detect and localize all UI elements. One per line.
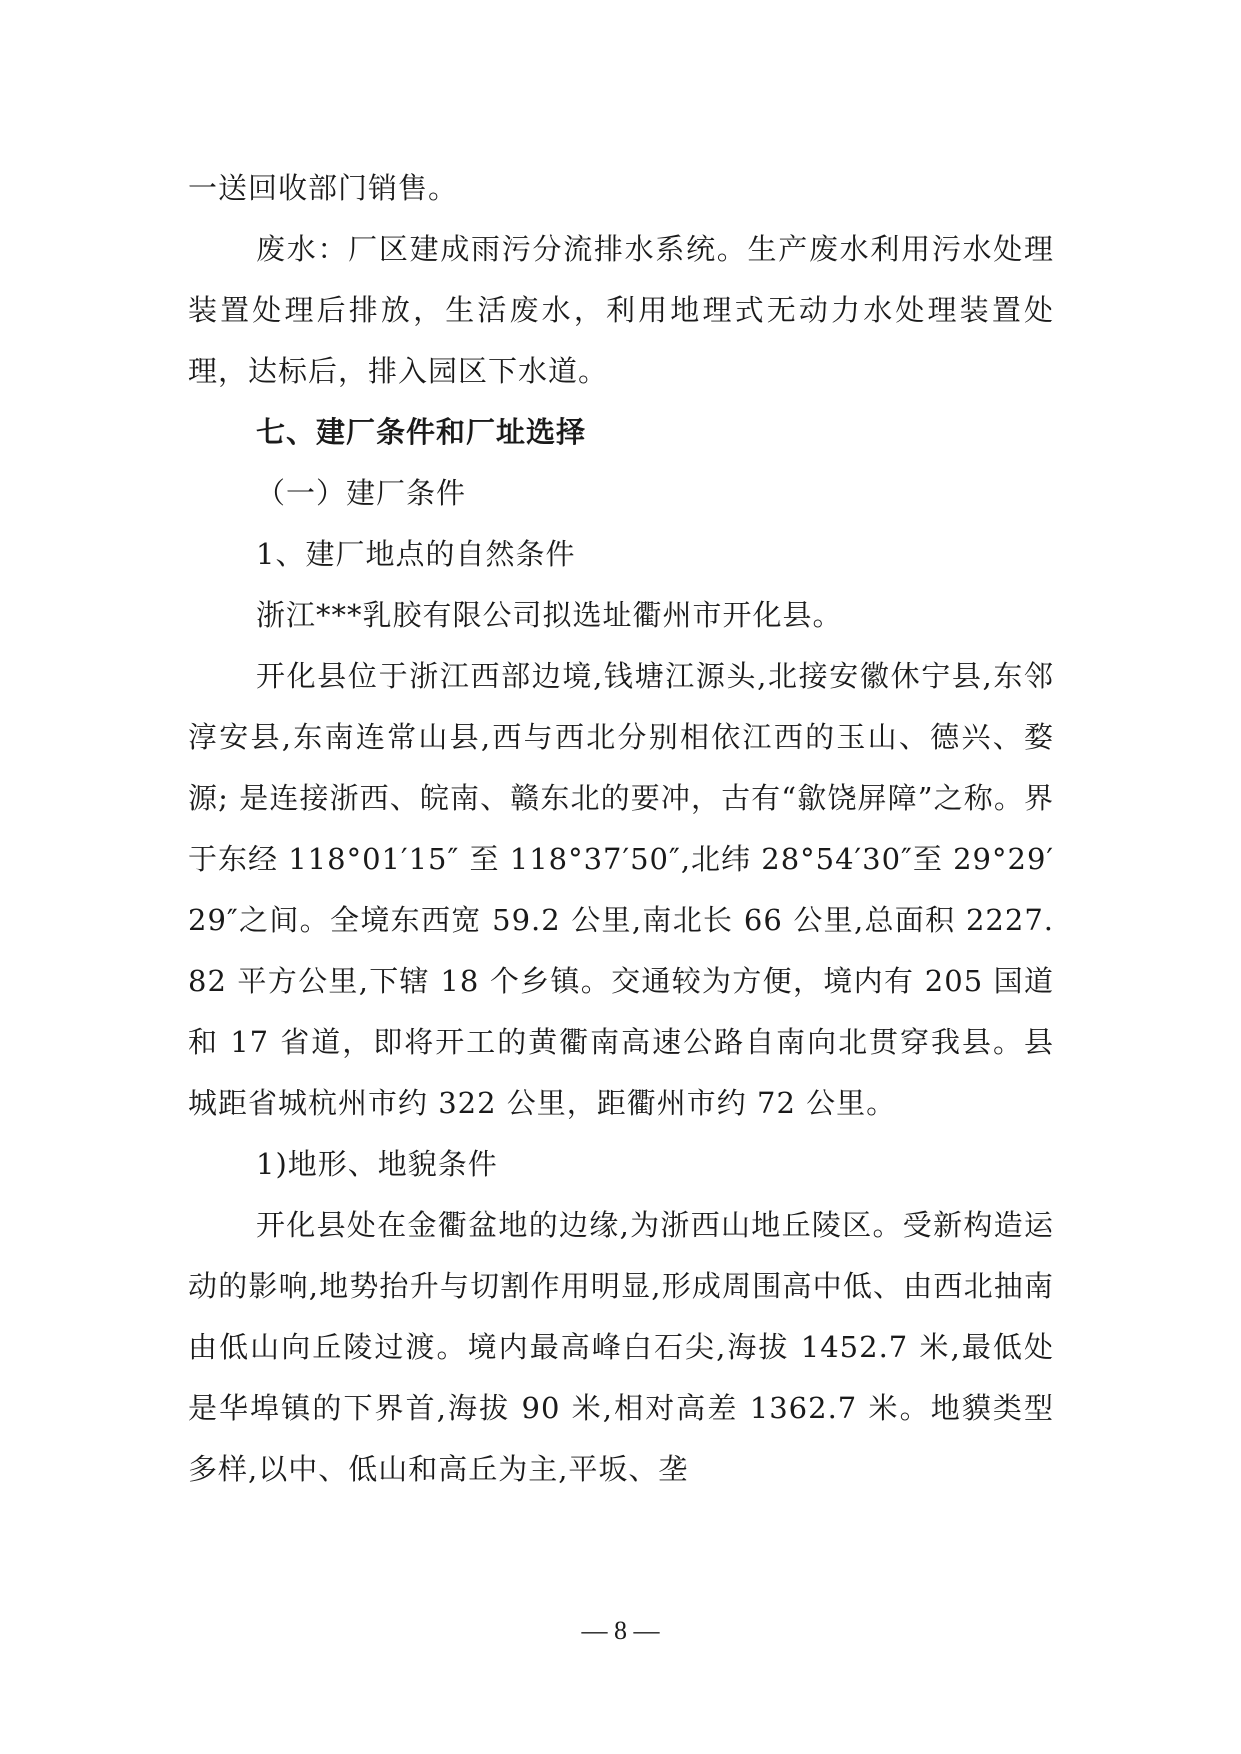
item-heading-1: 1、建厂地点的自然条件 <box>256 537 576 571</box>
paragraph-site-selection: 浙江***乳胶有限公司拟选址衢州市开化县。 <box>256 598 843 632</box>
paragraph-wastewater: 废水：厂区建成雨污分流排水系统。生产废水利用污水处理装置处理后排放，生活废水，利用地理式无动力水处理装置处理，达标后，排入园区下水道。 <box>188 232 1054 388</box>
paragraph-terrain: 开化县处在金衢盆地的边缘,为浙西山地丘陵区。受新构造运动的影响,地势抬升与切割作用明显,形成周围高中低、由西北抽南由低山向丘陵过渡。境内最高峰白石尖,海拔 1452.7 米,最低处是华埠镇的下界首,海拔 90 米,相对高差 1362.7 米。地貘类型多样,以中、低山和高丘为主,平坂、垄 <box>188 1208 1054 1486</box>
subsection-heading-1: （一）建厂条件 <box>256 476 467 510</box>
document-body <box>188 158 1054 1500</box>
page-number: — 8 — <box>581 1616 660 1645</box>
item-heading-terrain: 1)地形、地貌条件 <box>256 1147 498 1181</box>
paragraph-continuation: 一送回收部门销售。 <box>188 171 459 205</box>
paragraph-county-location: 开化县位于浙江西部边境,钱塘江源头,北接安徽休宁县,东邻淳安县,东南连常山县,西与西北分别相依江西的玉山、德兴、婺源; 是连接浙西、皖南、赣东北的要冲，古有“歙饶屏障”之称。界于东经 118°01′15″ 至 118°37′50″,北纬 28°54′30″至 29°29′29″之间。全境东西宽 59.2 公里,南北长 66 公里,总面积 2227.82 平方公里,下辖 18 个乡镇。交通较为方便，境内有 205 国道和 17 省道，即将开工的黄衢南高速公路自南向北贯穿我县。县城距省城杭州市约 322 公里，距衢州市约 72 公里。 <box>188 659 1054 1120</box>
section-heading-7: 七、建厂条件和厂址选择 <box>256 415 587 449</box>
